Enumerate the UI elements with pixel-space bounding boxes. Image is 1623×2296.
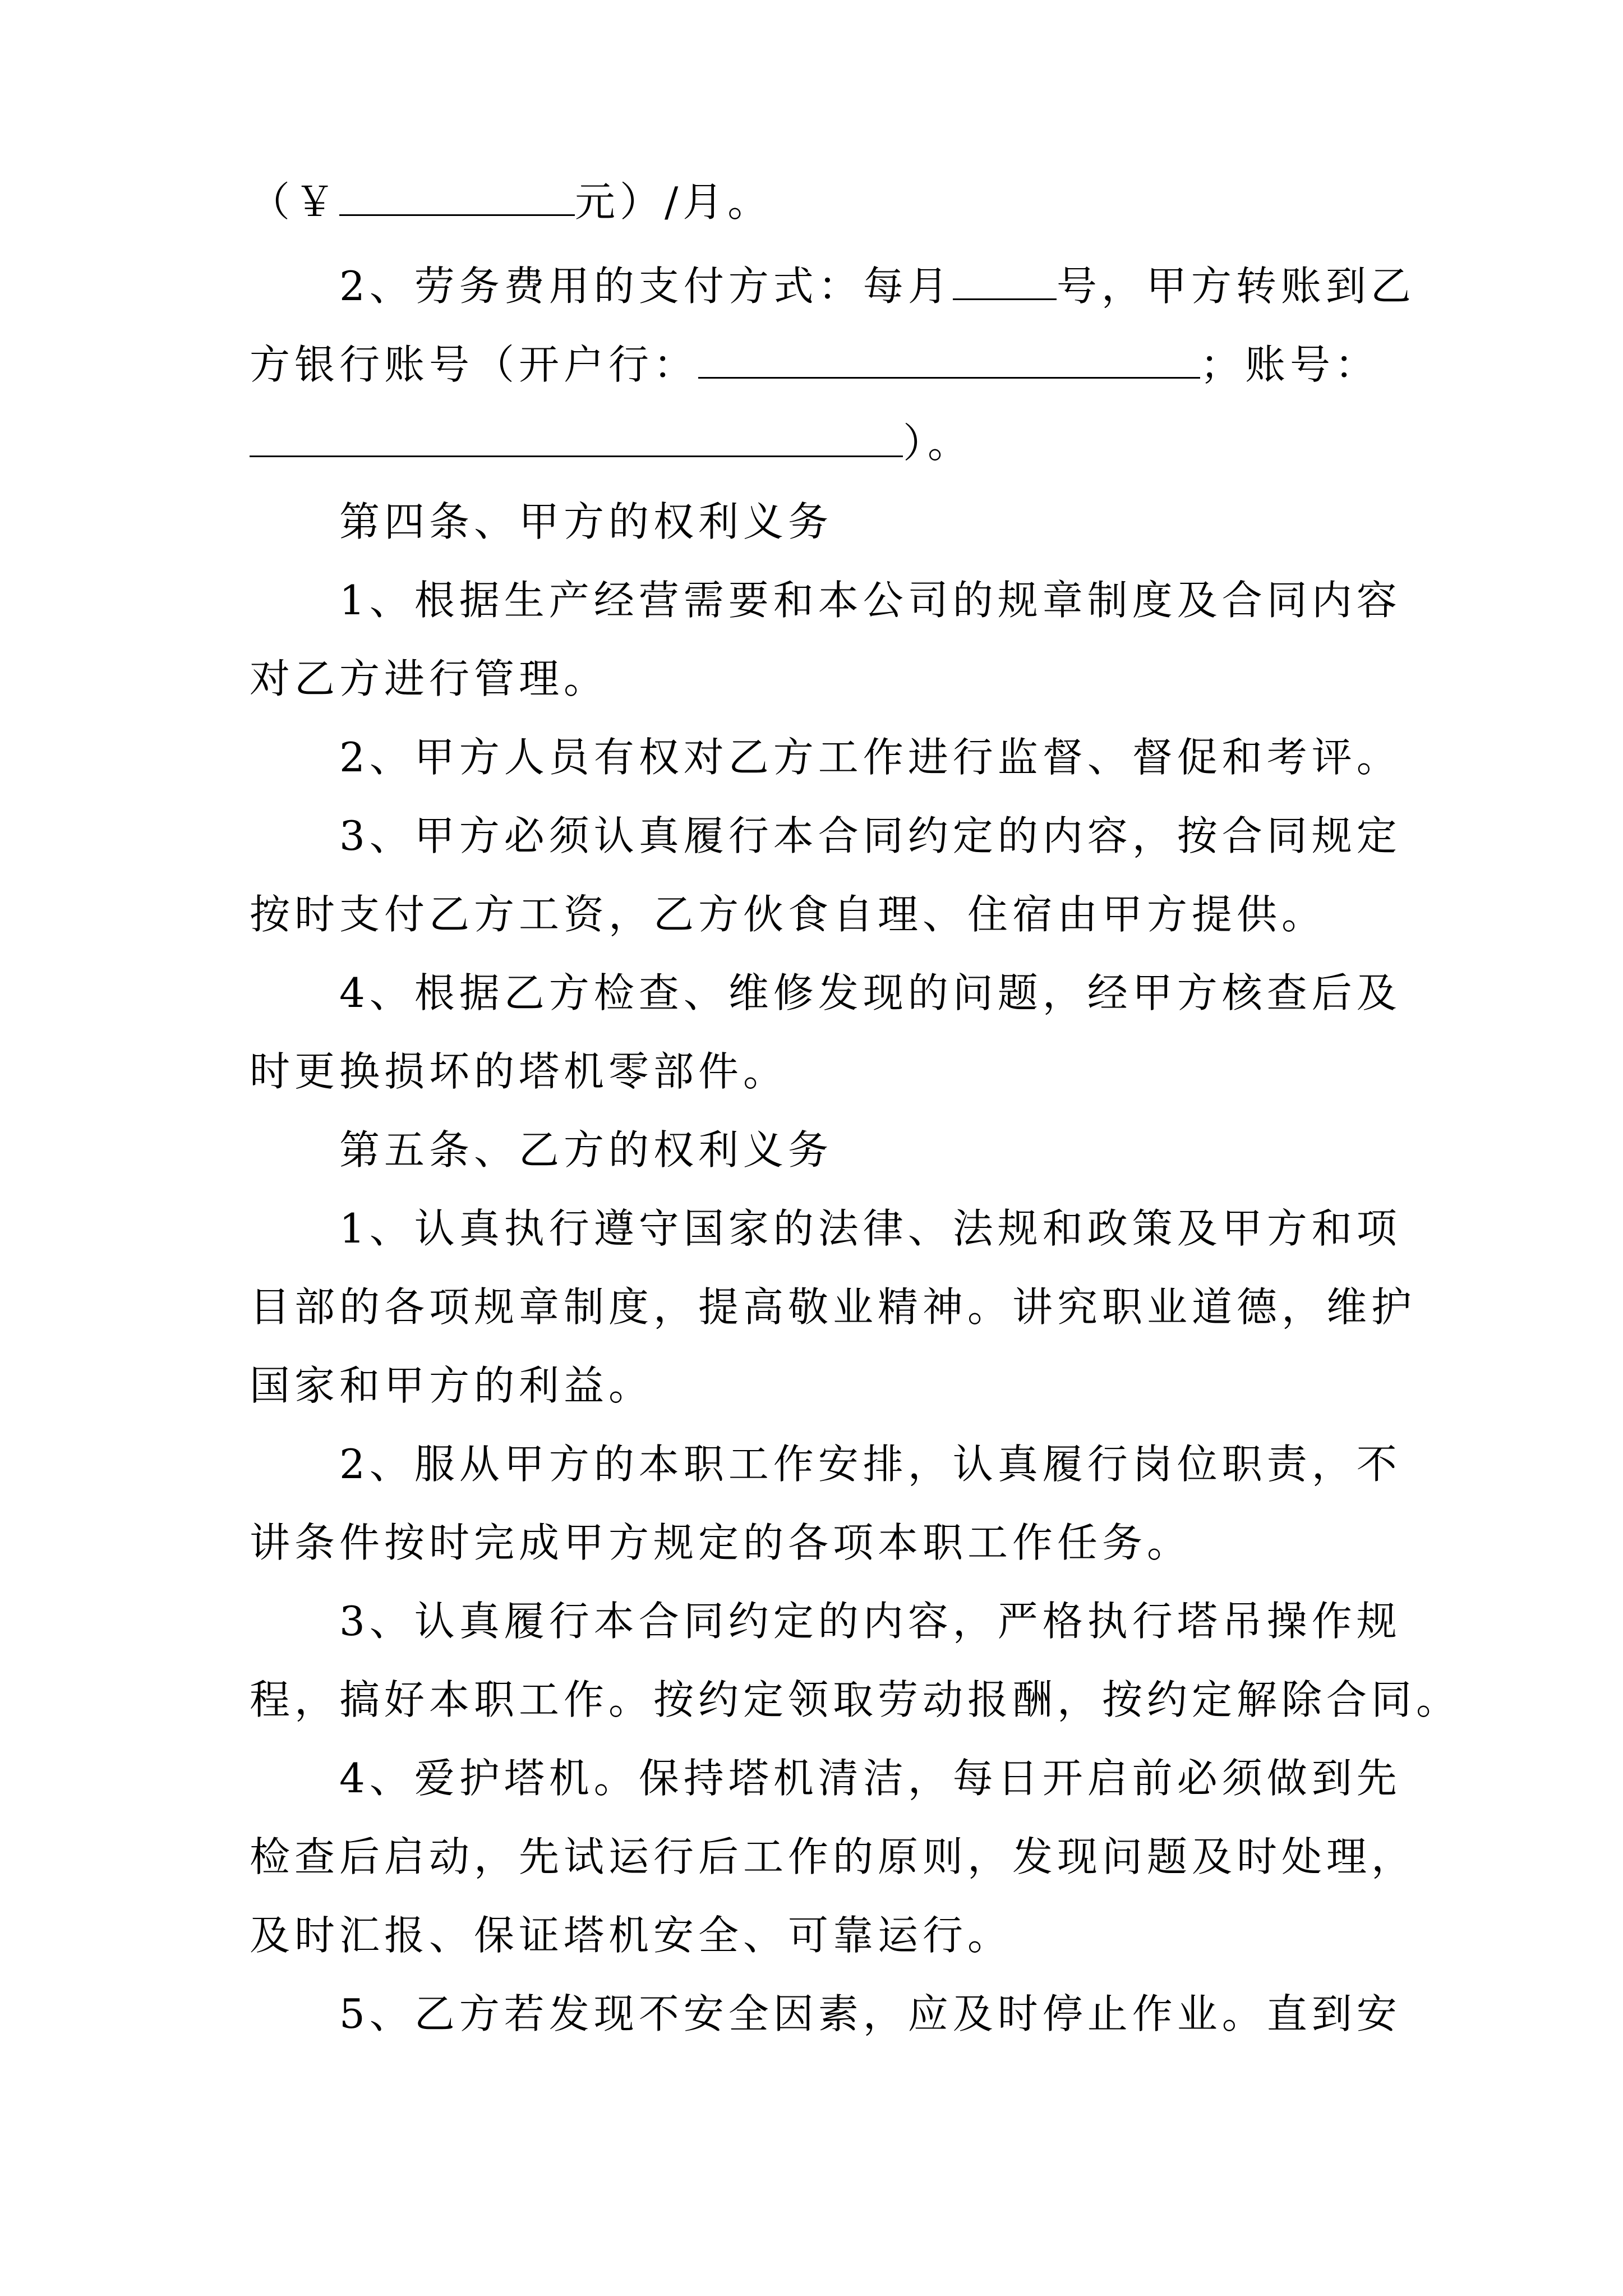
- text-line: [339, 258, 1415, 314]
- line-text: 第五条、乙方的权利义务: [339, 1126, 833, 1174]
- text-line: [339, 1986, 1401, 2042]
- line-text: 2、甲方人员有权对乙方工作进行监督、督促和考评。: [339, 734, 1401, 781]
- line-text: 程，搞好本职工作。按约定领取劳动报酬，按约定解除合同。: [250, 1676, 1461, 1723]
- text-line: [339, 1436, 1401, 1492]
- text-line: [250, 1043, 788, 1099]
- line-text-after-blank: ）。: [903, 420, 973, 467]
- line-text: 方银行账号（开户行：: [250, 341, 699, 388]
- line-text: 第四条、甲方的权利义务: [339, 498, 833, 545]
- fill-in-blank[interactable]: [339, 175, 575, 216]
- text-line: [339, 1593, 1401, 1649]
- text-line: [339, 572, 1401, 628]
- text-line: [339, 808, 1401, 864]
- line-text: 时更换损坏的塔机零部件。: [250, 1048, 789, 1095]
- text-line: [250, 1829, 1416, 1885]
- fill-in-blank[interactable]: [953, 259, 1057, 300]
- line-text: 3、甲方必须认真履行本合同约定的内容，按合同规定: [339, 812, 1401, 859]
- line-text-after-blank: 元）/月。: [575, 178, 773, 226]
- line-text: 3、认真履行本合同约定的内容，严格执行塔吊操作规: [339, 1598, 1401, 1645]
- line-text: 4、爱护塔机。保持塔机清洁，每日开启前必须做到先: [339, 1755, 1401, 1802]
- line-text-after-blank: 号，甲方转账到乙: [1056, 263, 1415, 310]
- line-text: 5、乙方若发现不安全因素，应及时停止作业。直到安: [339, 1990, 1401, 2037]
- line-text: 1、认真执行遵守国家的法律、法规和政策及甲方和项: [339, 1205, 1401, 1252]
- text-line: [339, 965, 1401, 1021]
- text-line: [250, 1672, 1461, 1728]
- line-text: 1、根据生产经营需要和本公司的规章制度及合同内容: [339, 577, 1401, 624]
- text-line: [250, 1907, 1012, 1963]
- line-text-after-blank: ；账号：: [1200, 341, 1380, 388]
- line-text: 讲条件按时完成甲方规定的各项本职工作任务。: [250, 1519, 1192, 1566]
- text-line: [339, 1200, 1401, 1257]
- line-text: 按时支付乙方工资，乙方伙食自理、住宿由甲方提供。: [250, 891, 1327, 938]
- text-line: [339, 1750, 1401, 1806]
- text-line: [250, 174, 772, 230]
- text-line: [250, 1515, 1192, 1571]
- text-line: [250, 886, 1326, 942]
- text-line: [250, 415, 972, 471]
- text-line: [250, 1358, 653, 1414]
- line-text: （￥: [250, 178, 340, 226]
- text-line: [250, 651, 608, 707]
- text-line: [250, 337, 1380, 393]
- line-text: 4、根据乙方检查、维修发现的问题，经甲方核查后及: [339, 969, 1401, 1016]
- line-text: 目部的各项规章制度，提高敬业精神。讲究职业道德，维护: [250, 1283, 1417, 1331]
- line-text: 2、服从甲方的本职工作安排，认真履行岗位职责，不: [339, 1441, 1401, 1488]
- line-text: 及时汇报、保证塔机安全、可靠运行。: [250, 1912, 1013, 1959]
- line-text: 国家和甲方的利益。: [250, 1362, 654, 1409]
- text-line: [250, 1279, 1416, 1335]
- fill-in-blank[interactable]: [698, 338, 1200, 379]
- text-line: [339, 1122, 833, 1178]
- fill-in-blank[interactable]: [250, 416, 903, 457]
- text-line: [339, 494, 833, 550]
- text-line: [339, 729, 1401, 785]
- line-text: 2、劳务费用的支付方式：每月: [339, 263, 953, 310]
- line-text: 对乙方进行管理。: [250, 655, 609, 702]
- line-text: 检查后启动，先试运行后工作的原则，发现问题及时处理，: [250, 1833, 1417, 1880]
